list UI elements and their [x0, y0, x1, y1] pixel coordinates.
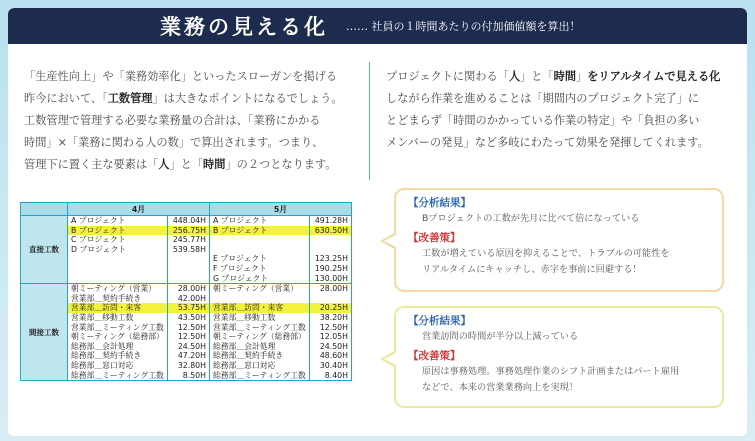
- table-cell: 491.28H: [314, 216, 348, 225]
- indirect-april-values: [168, 284, 210, 381]
- table-cell: 245.77H: [172, 235, 206, 245]
- table-cell: G プロジェクト: [213, 273, 269, 283]
- table-cell: [210, 235, 309, 245]
- row-label-direct: 直接工数: [21, 216, 68, 284]
- improvement-label: 【改善策】: [408, 232, 461, 244]
- table-cell: 28.00H: [319, 284, 348, 294]
- intro-left-line: 工数管理で管理する必要な業務量の合計は、「業務にかかる: [24, 114, 321, 127]
- page-subtitle: …… 社員の１時間あたりの付加価値額を算出！: [346, 20, 581, 33]
- table-cell: [68, 254, 167, 264]
- table-cell: 24.50H: [319, 341, 348, 351]
- table-cell: 総務部＿窓口対応: [71, 360, 134, 370]
- table-cell: C プロジェクト: [71, 235, 126, 245]
- analysis-result-label: 【分析結果】: [408, 315, 471, 327]
- table-cell: 8.40H: [324, 370, 348, 380]
- improvement-text: 原因は事務処理。事務処理作業のシフト計画またはパート雇用: [422, 366, 680, 377]
- indirect-may-values: [310, 284, 352, 381]
- table-cell: 12.05H: [319, 332, 348, 342]
- page-title: 業務の見える化: [160, 15, 328, 39]
- table-cell: 朝ミーティング（総務部）: [213, 332, 306, 342]
- table-cell: [168, 254, 209, 264]
- table-cell: 総務部＿契約手続き: [213, 351, 284, 361]
- table-cell: [210, 294, 309, 304]
- text-run: 」: [576, 70, 588, 83]
- table-cell: 48.60H: [319, 351, 348, 361]
- table-cell: A プロジェクト: [213, 216, 268, 225]
- table-cell: 42.00H: [177, 293, 206, 303]
- text-run: 」と「: [520, 70, 554, 83]
- table-cell: 47.20H: [177, 351, 206, 361]
- table-row-direct: [21, 216, 352, 284]
- table-cell: 12.50H: [177, 332, 206, 342]
- table-cell: 43.50H: [177, 312, 206, 322]
- table-cell: [310, 235, 351, 245]
- table-cell: 8.50H: [182, 370, 206, 380]
- text-run: 」は大きなポイントになるでしょう。: [152, 92, 343, 105]
- table-cell: 12.50H: [319, 322, 348, 332]
- table-cell: 総務部＿ミーティング工数: [213, 370, 306, 380]
- table-cell: 30.40H: [319, 360, 348, 370]
- direct-april-names: [68, 216, 168, 284]
- improvement-label: 【改善策】: [408, 350, 461, 362]
- table-cell: [210, 245, 309, 255]
- keyword-jikan: 時間: [553, 70, 577, 83]
- table-cell: 営業部＿ミーティング工数: [71, 322, 164, 332]
- improvement-text: 工数が増えている原因を抑えることで、トラブルの可能性を: [422, 248, 670, 259]
- text-run: プロジェクトに関わる「: [386, 70, 509, 83]
- direct-may-names: [210, 216, 310, 284]
- table-cell: [168, 264, 209, 274]
- row-label-indirect: 間接工数: [21, 284, 68, 381]
- text-run: 」の２つとなります。: [225, 158, 337, 171]
- table-cell: 総務部＿会計処理: [71, 341, 134, 351]
- table-cell: F プロジェクト: [213, 263, 267, 273]
- analysis-result-text: 営業訪問の時間が半分以上減っている: [422, 331, 579, 342]
- table-cell: E プロジェクト: [213, 254, 268, 264]
- table-cell: A プロジェクト: [71, 216, 126, 225]
- improvement-text: などで、本来の営業業務向上を実現！: [422, 382, 579, 393]
- table-cell: 総務部＿会計処理: [213, 341, 276, 351]
- direct-april-values: [168, 216, 210, 284]
- text-run: 昨今において、「: [24, 92, 108, 105]
- table-cell: 24.50H: [177, 341, 206, 351]
- table-cell: 448.04H: [172, 216, 206, 225]
- table-cell: D プロジェクト: [71, 244, 127, 254]
- workload-table: [20, 202, 352, 381]
- keyword-kousuu-kanri: 工数管理: [107, 92, 153, 105]
- table-cell: 営業部＿移動工数: [213, 312, 276, 322]
- text-run: 管理下に置く主な要素は「: [24, 158, 159, 171]
- text-run: 」と「: [169, 158, 204, 171]
- table-cell: B プロジェクト: [68, 226, 167, 236]
- table-cell: 20.25H: [310, 303, 351, 313]
- intro-right-line: [386, 66, 726, 88]
- intro-left-line: 時間」×「業務に関わる人の数」で算出されます。つまり、: [24, 136, 324, 149]
- table-cell: 28.00H: [177, 284, 206, 294]
- table-cell: 営業部＿契約手続き: [71, 293, 142, 303]
- table-cell: 総務部＿契約手続き: [71, 351, 142, 361]
- intro-left-line: [24, 154, 354, 176]
- table-cell: 総務部＿窓口対応: [213, 360, 276, 370]
- table-cell: [310, 245, 351, 255]
- table-cell: 123.25H: [314, 254, 348, 264]
- keyword-jikan: 時間: [203, 158, 226, 171]
- indirect-may-names: [210, 284, 310, 381]
- direct-may-values: [310, 216, 352, 284]
- intro-right-line: しながら作業を進めることは「期間内のプロジェクト完了」に: [386, 92, 700, 105]
- table-cell: 256.75H: [168, 226, 209, 236]
- indirect-april-names: [68, 284, 168, 381]
- month-header-april: 4月: [68, 203, 210, 216]
- table-cell: [68, 274, 167, 284]
- table-cell: 539.58H: [172, 244, 206, 254]
- table-cell: 朝ミーティング（総務部）: [71, 332, 164, 342]
- table-cell: [310, 294, 351, 304]
- table-cell: [168, 274, 209, 284]
- analysis-callout-1: [394, 188, 724, 292]
- table-cell: 総務部＿ミーティング工数: [71, 370, 164, 380]
- table-cell: 営業部＿移動工数: [71, 312, 134, 322]
- keyword-hito: 人: [158, 158, 170, 171]
- table-row-indirect: [21, 284, 352, 381]
- table-cell: B プロジェクト: [210, 226, 309, 236]
- month-header-may: 5月: [210, 203, 352, 216]
- table-cell: 630.50H: [310, 226, 351, 236]
- table-cell: 53.75H: [168, 303, 209, 313]
- intro-right-line: とどまらず「時間のかかっている作業の特定」や「負担の多い: [386, 114, 700, 127]
- column-divider: [369, 62, 370, 180]
- analysis-callout-2: [394, 306, 724, 408]
- table-cell: 130.00H: [314, 273, 348, 283]
- improvement-text: リアルタイムにキャッチし、赤字を事前に回避する！: [422, 264, 642, 275]
- table-cell: 190.25H: [314, 263, 348, 273]
- table-cell: 営業部＿訪問・来客: [68, 303, 167, 313]
- analysis-result-text: Bプロジェクトの工数が先月に比べて倍になっている: [422, 213, 640, 224]
- table-cell: 営業部＿ミーティング工数: [213, 322, 306, 332]
- intro-left-paragraph: [24, 66, 354, 176]
- intro-left-line: [24, 88, 354, 110]
- table-corner: [21, 203, 68, 216]
- table-cell: 朝ミーティング（営業）: [213, 284, 298, 294]
- analysis-result-label: 【分析結果】: [408, 197, 471, 209]
- title-banner: [8, 8, 747, 44]
- intro-right-paragraph: [386, 66, 726, 154]
- intro-left-line: 「生産性向上」や「業務効率化」といったスローガンを掲げる: [24, 70, 338, 83]
- intro-right-line: メンバーの発見」など多岐にわたって効果を発揮してくれます。: [386, 136, 709, 149]
- table-cell: 32.80H: [177, 360, 206, 370]
- table-cell: 12.50H: [177, 322, 206, 332]
- table-cell: [68, 264, 167, 274]
- table-cell: 朝ミーティング（営業）: [71, 284, 156, 294]
- keyword-hito: 人: [508, 70, 521, 83]
- keyword-realtime: をリアルタイムで見える化: [587, 70, 721, 83]
- table-cell: 営業部＿訪問・来客: [210, 303, 309, 313]
- table-cell: 38.20H: [319, 312, 348, 322]
